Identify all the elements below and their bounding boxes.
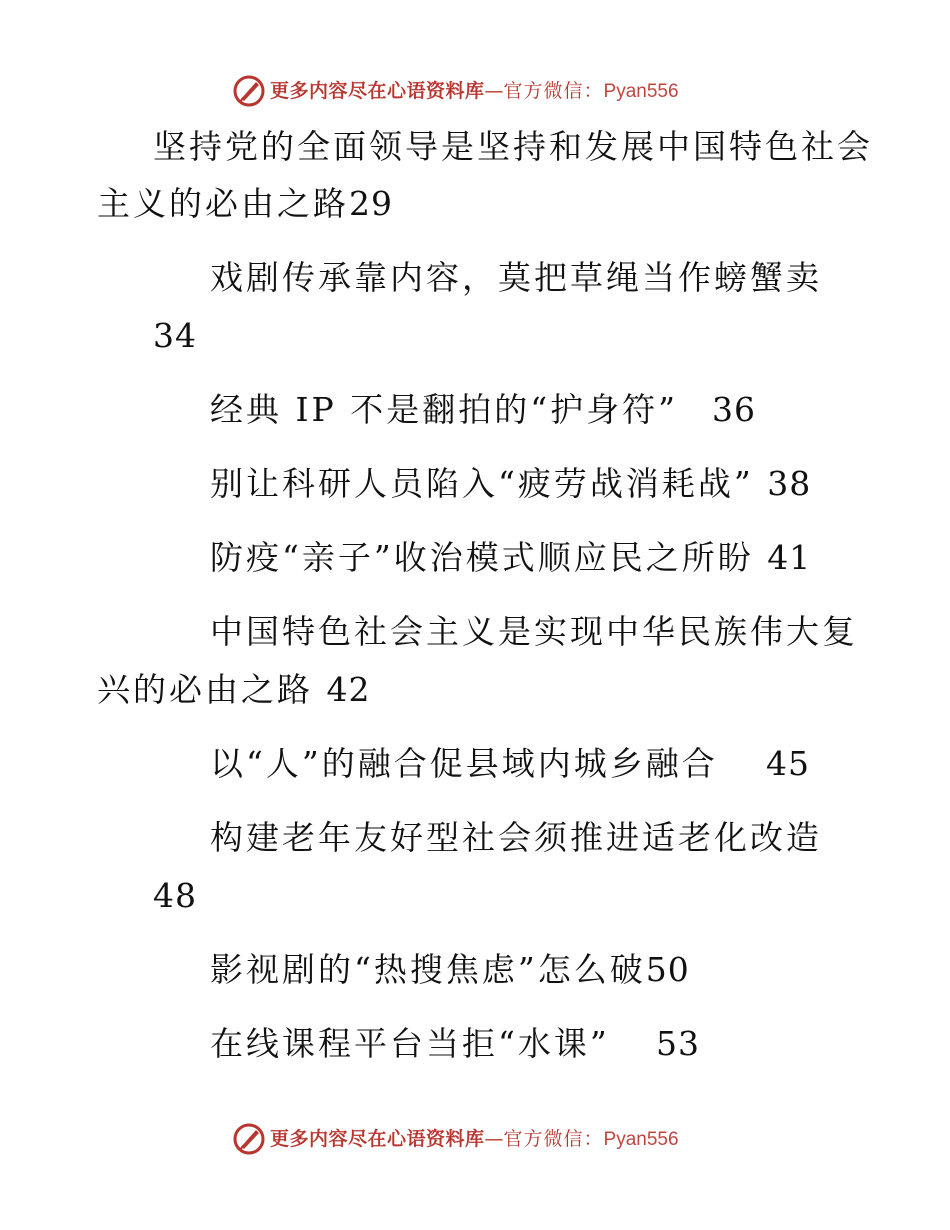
toc-entry-title: 主义的必由之路 <box>97 184 349 223</box>
watermark-dash: — <box>484 1128 504 1150</box>
watermark-text <box>270 1127 679 1152</box>
toc-entry-2: 戏剧传承靠内容，莫把草绳当作螃蟹卖 <box>210 258 822 297</box>
toc-page-number: 29 <box>349 184 393 223</box>
watermark-main: 更多内容尽在心语资料库 <box>270 1128 485 1150</box>
watermark-dash: — <box>484 80 504 102</box>
toc-entry-3: 经典 IP 不是翻拍的“护身符” <box>210 390 678 429</box>
toc-entry-title: 别让科研人员陷入“疲劳战消耗战” <box>210 464 754 503</box>
toc-entry-8: 构建老年友好型社会须推进适老化改造 <box>210 818 822 857</box>
toc-page-number: 38 <box>767 464 812 503</box>
toc-entry-1-line2 <box>97 184 393 224</box>
toc-page-number: 48 <box>153 876 197 915</box>
quill-logo-icon <box>232 1122 266 1156</box>
watermark-main: 更多内容尽在心语资料库 <box>270 80 485 102</box>
toc-page-number: 53 <box>656 1024 700 1063</box>
footer-watermark <box>0 1120 950 1160</box>
toc-entry-title: 兴的必由之路 <box>97 670 313 709</box>
toc-entry-10: 在线课程平台当拒“水课” <box>210 1024 610 1063</box>
toc-page-number: 45 <box>766 744 810 783</box>
toc-entry-6-line1: 中国特色社会主义是实现中华民族伟大复 <box>210 612 858 651</box>
watermark-sub: 官方微信： <box>503 1128 604 1150</box>
toc-entry-title: 防疫“亲子”收治模式顺应民之所盼 <box>210 538 754 577</box>
toc-page-number: 34 <box>153 316 197 355</box>
toc-entry-5 <box>210 538 811 578</box>
toc-entry-4 <box>210 464 811 504</box>
toc-page-number: 42 <box>326 670 371 709</box>
watermark-id: Pyan556 <box>603 1129 679 1150</box>
toc-entry-6-line2 <box>97 670 371 710</box>
toc-page-number: 41 <box>767 538 812 577</box>
watermark-sub: 官方微信： <box>503 80 604 102</box>
toc-entry-title: 影视剧的“热搜焦虑”怎么破 <box>210 950 646 989</box>
toc-page-number: 36 <box>712 390 756 429</box>
toc-entry-9 <box>210 950 690 990</box>
toc-entry-7: 以“人”的融合促县域内城乡融合 <box>210 744 718 783</box>
watermark-id: Pyan556 <box>603 81 679 102</box>
toc-entry-1-line1: 坚持党的全面领导是坚持和发展中国特色社会 <box>153 127 873 166</box>
toc-page-number: 50 <box>645 950 690 989</box>
